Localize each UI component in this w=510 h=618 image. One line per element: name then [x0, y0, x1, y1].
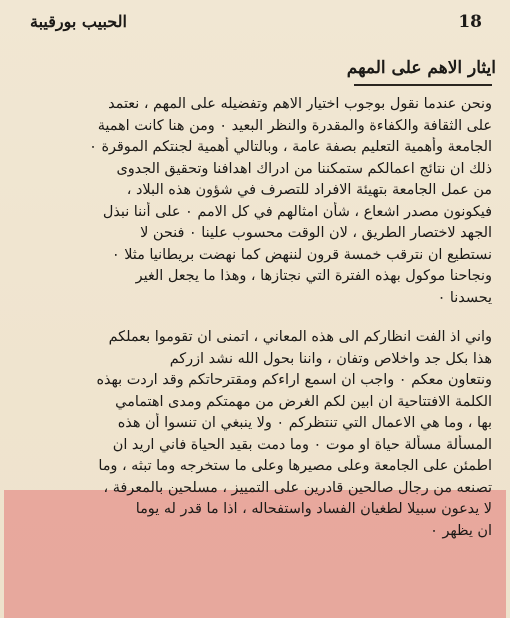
- running-head: الحبيب بورقيبة: [30, 12, 127, 31]
- text-line: نستطيع ان نترقب خمسة قرون لننهض كما نهضت بريطانيا مثلا ٠: [111, 246, 492, 263]
- text-line: ونحن عندما نقول بوجوب اختيار الاهم وتفضيله على المهم ، نعتمد: [108, 96, 492, 112]
- body-text: [18, 94, 492, 542]
- text-line: لا يدعون سبيلا لطغيان الفساد واستفحاله ، اذا ما قدر له يوما: [135, 501, 492, 517]
- text-line: ان يظهر ٠: [430, 522, 492, 539]
- section-heading: ايثار الاهم على المهم: [346, 58, 496, 78]
- text-line: المسألة مسألة حياة او موت ٠ وما دمت بقيد الحياة فاني اريد ان: [112, 436, 492, 453]
- page-number: 18: [458, 12, 482, 32]
- text-line: بها ، وما هي الاعمال التي تنتظركم ٠ ولا ينبغي ان تنسوا أن هذه: [117, 415, 492, 431]
- text-line: ذلك ان نتائج اعمالكم ستمكننا من ادراك اهدافنا وتحقيق الجدوى: [116, 160, 492, 177]
- paragraph-gap: [18, 309, 492, 327]
- paragraph-2: [18, 327, 492, 542]
- text-line: واني اذ الفت انظاركم الى هذه المعاني ، اتمنى ان تقوموا بعملكم: [108, 329, 492, 345]
- text-line: فيكونون مصدر اشعاع ، شأن امثالهم في كل الامم ٠ على أننا نبذل: [102, 203, 492, 220]
- text-line: هذا بكل جد واخلاص وتفان ، واننا بحول الله نشد ازركم: [169, 350, 492, 367]
- text-line: ونتعاون معكم ٠ واجب ان اسمع اراءكم ومقترحاتكم وقد اردت بهذه: [96, 372, 492, 388]
- text-line: الكلمة الافتتاحية ان ابين لكم الغرض من مهمتكم ومدى اهتمامي: [115, 393, 492, 410]
- text-line: يحسدنا ٠: [437, 289, 492, 306]
- text-line: تصنعه من رجال صالحين قادرين على التمييز ، مسلحين بالمعرفة ،: [103, 479, 492, 496]
- text-line: على الثقافة والكفاءة والمقدرة والنظر البعيد ٠ ومن هنا كانت اهمية: [97, 117, 492, 134]
- text-line: الجامعة وأهمية التعليم بصفة عامة ، وبالتالي أهمية لجنتكم الموقرة ٠: [89, 139, 492, 155]
- text-line: ونجاحنا موكول بهذه الفترة التي نجتازها ، وهذا ما يجعل الغير: [135, 268, 492, 284]
- page-header: [14, 8, 496, 38]
- paragraph-1: [18, 94, 492, 309]
- heading-underline: [354, 84, 492, 86]
- text-line: الجهد لاختصار الطريق ، لان الوقت محسوب علينا ٠ فنحن لا: [140, 225, 492, 241]
- text-line: من عمل الجامعة بتهيئة الافراد للتصرف في شؤون هذه البلاد ،: [126, 182, 492, 198]
- text-line: اطمئن على الجامعة وعلى مصيرها وعلى ما ستخرجه وما تبثه ، وما: [98, 458, 492, 474]
